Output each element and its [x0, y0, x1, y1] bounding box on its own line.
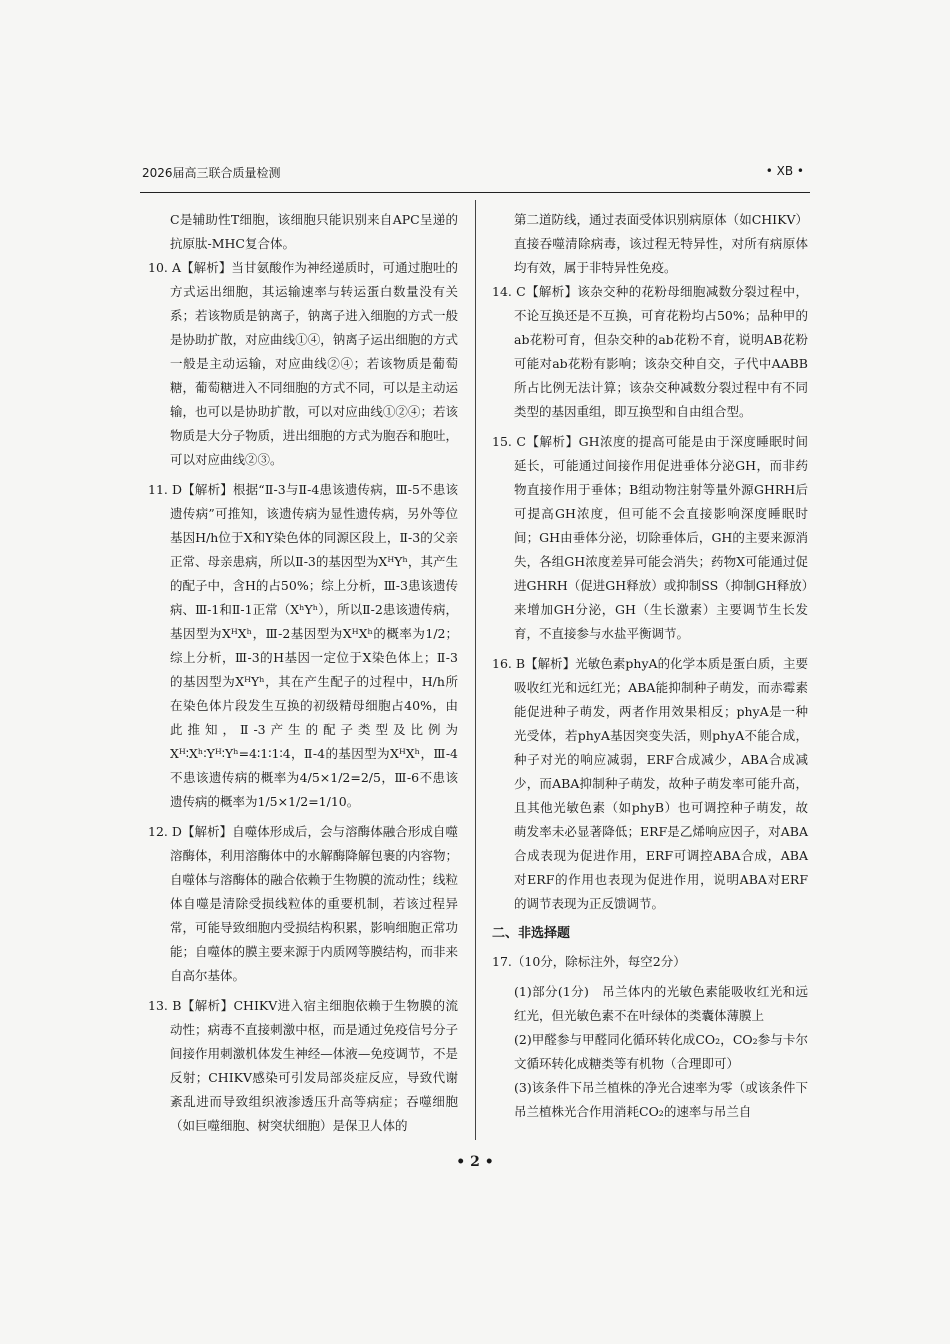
header-rule [140, 192, 810, 193]
continued-text: C是辅助性T细胞，该细胞只能识别来自APC呈递的抗原肽-MHC复合体。 [170, 212, 458, 251]
answer-item-14: 14. C【解析】该杂交种的花粉母细胞减数分裂过程中，不论互换还是不互换，可育花粉均占50%；品种甲的ab花粉可育，但杂交种的ab花粉不育，说明AB花粉可能对ab花粉有影响；该杂交种自交，子代中AABB所占比例无法计算；该杂交种减数分裂过程中有不同类型的基因重组，即互换型和自由组合型。 [492, 284, 808, 419]
column-divider [475, 200, 476, 1140]
continued-text: 第二道防线，通过表面受体识别病原体（如CHIKV）直接吞噬清除病毒，该过程无特异性，对所有病原体均有效，属于非特异性免疫。 [514, 212, 808, 275]
page-number: • 2 • [456, 1154, 494, 1170]
answer-item-11: 11. D【解析】根据“Ⅱ-3与Ⅱ-4患该遗传病，Ⅲ-5不患该遗传病”可推知，该遗传病为显性遗传病，另外等位基因H/h位于X和Y染色体的同源区段上，Ⅱ-3的父亲正常、母亲患病，所以Ⅱ-3的基因型为XᴴYʰ，其产生的配子中，含H的占50%；综上分析，Ⅲ-3患该遗传病、Ⅲ-1和Ⅱ-1正常（XʰYʰ），所以Ⅱ-2患该遗传病，基因型为XᴴXʰ，Ⅲ-2基因型为XᴴXʰ的概率为1/2；综上分析，Ⅲ-3的H基因一定位于X染色体上；Ⅱ-3的基因型为XᴴYʰ，其在产生配子的过程中，H/h所在染色体片段发生互换的初级精母细胞占40%，由此推知，Ⅱ-3产生的配子类型及比例为Xᴴ∶Xʰ∶Yᴴ∶Yʰ=4∶1∶1∶4，Ⅱ-4的基因型为XᴴXʰ，Ⅲ-4不患该遗传病的概率为4/5×1/2=2/5，Ⅲ-6不患该遗传病的概率为1/5×1/2=1/10。 [148, 482, 458, 809]
answer-item-15: 15. C【解析】GH浓度的提高可能是由于深度睡眠时间延长，可能通过间接作用促进垂体分泌GH，而非药物直接作用于垂体；B组动物注射等量外源GHRH后可提高GH浓度，但可能不会直接影响深度睡眠时间；GH由垂体分泌，切除垂体后，GH的主要来源消失，各组GH浓度差异可能会消失；药物X可能通过促进GHRH（促进GH释放）或抑制SS（抑制GH释放）来增加GH分泌，GH（生长激素）主要调节生长发育，不直接参与水盐平衡调节。 [492, 434, 808, 641]
answer-17-part-3: (3)该条件下吊兰植株的净光合速率为零（或该条件下吊兰植株光合作用消耗CO₂的速率与吊兰自 [514, 1080, 808, 1119]
answer-17-part-1: (1)部分(1分) 吊兰体内的光敏色素能吸收红光和远红光，但光敏色素不在叶绿体的类囊体薄膜上 [514, 984, 808, 1023]
page-header [140, 160, 810, 184]
right-column [492, 208, 808, 1124]
answer-item-13: 13. B【解析】CHIKV进入宿主细胞依赖于生物膜的流动性；病毒不直接刺激中枢，而是通过免疫信号分子间接作用刺激机体发生神经—体液—免疫调节，不是反射；CHIKV感染可引发局部炎症反应，导致代谢紊乱进而导致组织液渗透压升高等病症；吞噬细胞（如巨噬细胞、树突状细胞）是保卫人体的 [148, 998, 458, 1133]
answer-item-16: 16. B【解析】光敏色素phyA的化学本质是蛋白质，主要吸收红光和远红光；ABA能抑制种子萌发，而赤霉素能促进种子萌发，两者作用效果相反；phyA是一种光受体，若phyA基因突变失活，则phyA不能合成，种子对光的响应减弱，ERF合成减少，ABA合成减少，而ABA抑制种子萌发，故种子萌发率可能升高，且其他光敏色素（如phyB）也可调控种子萌发，故萌发率未必显著降低；ERF是乙烯响应因子，对ABA合成表现为促进作用，ERF可调控ABA合成，ABA对ERF的作用也表现为促进作用，说明ABA对ERF的调节表现为正反馈调节。 [492, 656, 808, 911]
left-column [148, 208, 458, 1144]
answer-17-part-2: (2)甲醛参与甲醛同化循环转化成CO₂，CO₂参与卡尔文循环转化成糖类等有机物（合理即可） [514, 1032, 808, 1071]
header-code: • XB • [765, 164, 804, 178]
answer-item-10: 10. A【解析】当甘氨酸作为神经递质时，可通过胞吐的方式运出细胞，其运输速率与转运蛋白数量没有关系；若该物质是钠离子，钠离子进入细胞的方式一般是协助扩散，对应曲线①④，钠离子运出细胞的方式一般是主动运输，对应曲线②④；若该物质是葡萄糖，葡萄糖进入不同细胞的方式不同，可以是主动运输，也可以是协助扩散，可以对应曲线①②④；若该物质是大分子物质，进出细胞的方式为胞吞和胞吐，可以对应曲线②③。 [148, 260, 458, 467]
section-heading: 二、非选择题 [492, 926, 571, 941]
answer-item-17: 17.（10分，除标注外，每空2分） [492, 954, 686, 969]
header-title: 2026届高三联合质量检测 [142, 166, 281, 180]
answer-item-12: 12. D【解析】自噬体形成后，会与溶酶体融合形成自噬溶酶体，利用溶酶体中的水解酶降解包裹的内容物；自噬体与溶酶体的融合依赖于生物膜的流动性；线粒体自噬是清除受损线粒体的重要机制，若该过程异常，可能导致细胞内受损结构积累，影响细胞正常功能；自噬体的膜主要来源于内质网等膜结构，而非来自高尔基体。 [148, 824, 458, 983]
